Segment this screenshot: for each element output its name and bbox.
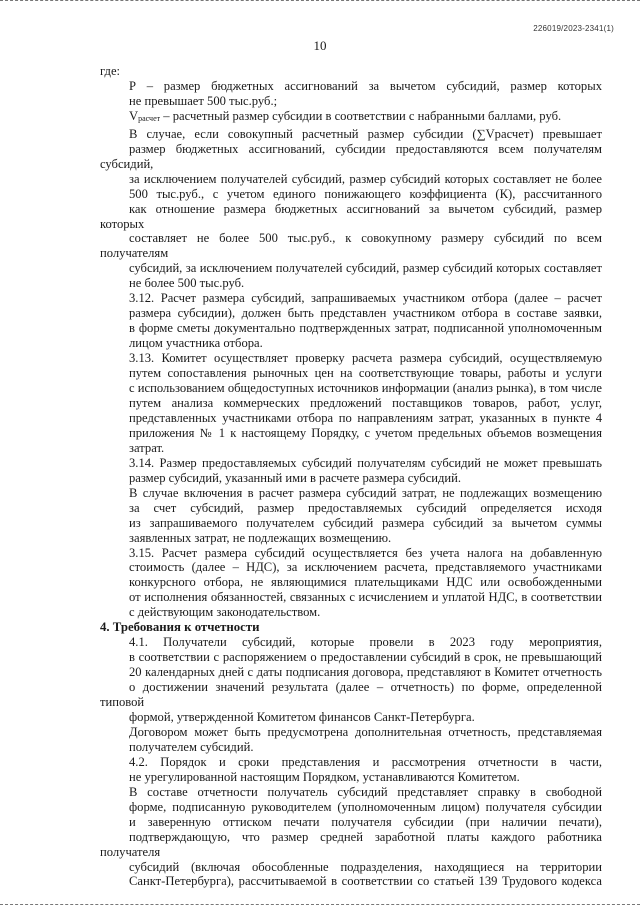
paragraph-3-14-exclusion (100, 486, 602, 546)
p-definition (100, 79, 602, 109)
paragraph-4-2-certificate (100, 785, 602, 890)
text-line: не более 500 тыс.руб. (129, 276, 245, 291)
text-line: 4.2. Порядок и сроки представления и рассмотрения отчетности в части, (129, 754, 602, 769)
text-line: конкурсного отбора, не являющимися плательщиками НДС или освобожденными (129, 575, 602, 590)
text-line: не урегулированной настоящим Порядком, устанавливаются Комитетом. (129, 769, 520, 784)
v-definition (100, 109, 602, 127)
text-line: В случае включения в расчет размера субсидий затрат, не подлежащих возмещению (129, 485, 602, 500)
paragraph-3-13 (100, 351, 602, 456)
text-line: от исполнения обязанностей, связанных с исчислением и уплатой НДС, в соответствии (129, 590, 602, 605)
text-line: размер бюджетных ассигнований, субсидии предоставляются всем получателям субсидий, (100, 141, 602, 171)
text-line: подтверждающую, что размер средней заработной платы каждого работника получателя (100, 829, 602, 859)
section-4-heading: 4. Требования к отчетности (100, 620, 260, 635)
text-line: 3.13. Комитет осуществляет проверку расчета размера субсидий, осуществляемую (129, 351, 602, 366)
text-line: размер субсидий, указанный ими в расчете размера субсидий. (129, 470, 462, 485)
text-line: с использованием общедоступных источников информации (анализ рынка), в том числе (129, 381, 602, 396)
paragraph-3-14 (100, 456, 602, 486)
text-line: заявленных затрат, не подлежащих возмещению. (129, 530, 392, 545)
text-line: затрат. (129, 440, 165, 455)
v-definition-text: – расчетный размер субсидии в соответствии с набранными баллами, руб. (160, 108, 562, 123)
paragraph-4-1-additional (100, 725, 602, 755)
text-line: путем анализа коммерческих предложений поставщиков товаров, работ, услуг, (129, 395, 602, 410)
text-line: В составе отчетности получатель субсидий представляет справку в свободной (129, 784, 602, 799)
text-line: субсидий, за исключением получателей субсидий, размер субсидий которых составляет (129, 261, 602, 276)
text-line: 3.14. Размер предоставляемых субсидий получателям субсидий не может превышать (129, 455, 602, 470)
text-line: Р – размер бюджетных ассигнований за вычетом субсидий, размер которых (129, 78, 602, 93)
text-line: о достижении значений результата (далее – отчетность) по форме, определенной типовой (100, 680, 602, 710)
text-line: формой, утвержденной Комитетом финансов Санкт-Петербурга. (129, 709, 475, 724)
paragraph-coefficient (100, 127, 602, 291)
text-line: лицом участника отбора. (129, 336, 263, 351)
bottom-scan-edge (0, 901, 640, 905)
text-line: 500 тыс.руб., с учетом единого понижающего коэффициента (К), рассчитанного (129, 186, 602, 201)
text-line: стоимость (далее – НДС), за исключением расчета, представляемого участниками (129, 560, 602, 575)
page-number: 10 (313, 38, 327, 53)
text-line: 20 календарных дней с даты подписания договора, представляют в Комитет отчетность (129, 665, 602, 680)
text-line: представленных участниками отбора по направлениям затрат, указанных в пункте 4 (129, 410, 602, 425)
text-line: с действующим законодательством. (129, 605, 321, 620)
paragraph-3-15 (100, 546, 602, 621)
text-line: приложения № 1 к настоящему Порядку, с учетом предельных объемов возмещения (129, 425, 602, 440)
text-line: и заверенную оттиском печати получателя субсидии (при наличии печати), (129, 814, 602, 829)
text-line: размера субсидии), должен быть представлен участником отбора в составе заявки, (129, 306, 602, 321)
v-subscript: расчет (138, 113, 161, 123)
text-line: форме, подписанную руководителем (уполномоченным лицом) получателя субсидии (129, 799, 602, 814)
text-line: 3.15. Расчет размера субсидий осуществляется без учета налога на добавленную (129, 545, 602, 560)
text-line: В случае, если совокупный расчетный размер субсидии (∑Vрасчет) превышает (129, 126, 602, 141)
text-line: Санкт-Петербурга), рассчитываемой в соответствии со статьей 139 Трудового кодекса (129, 874, 602, 889)
document-registration-number: 226019/2023-2341(1) (533, 24, 614, 33)
text-line: 4.1. Получатели субсидий, которые провели в 2023 году мероприятия, (129, 635, 602, 650)
top-scan-edge (0, 0, 640, 4)
text-line: в форме сметы документально подтвержденных затрат, подписанной уполномоченным (129, 321, 602, 336)
text-line: путем сопоставления рыночных цен на соответствующие товары, работы и услуги (129, 366, 602, 381)
paragraph-4-2 (100, 755, 602, 785)
text-line: как отношение размера бюджетных ассигнований за вычетом субсидий, размер которых (100, 201, 602, 231)
v-symbol: V (129, 108, 139, 123)
text-line: Договором может быть предусмотрена дополнительная отчетность, представляемая (129, 724, 602, 739)
text-line: в соответствии с распоряжением о предоставлении субсидий в срок, не превышающий (129, 650, 602, 665)
document-body (100, 64, 602, 889)
text-line: составляет не более 500 тыс.руб., к совокупному размеру субсидий по всем получателям (100, 231, 602, 261)
paragraph-3-12 (100, 291, 602, 351)
text-line: за счет субсидий, размер предоставляемых субсидий определяется исходя (129, 500, 602, 515)
where-label: где: (100, 64, 121, 78)
text-line: субсидий (включая обособленные подразделения, находящиеся на территории (129, 859, 602, 874)
text-line: 3.12. Расчет размера субсидий, запрашиваемых участником отбора (далее – расчет (129, 291, 602, 306)
text-line: не превышает 500 тыс.руб.; (129, 93, 278, 108)
paragraph-4-1 (100, 635, 602, 725)
text-line: получателем субсидий. (129, 739, 254, 754)
text-line: за исключением получателей субсидий, размер субсидий которых составляет не более (129, 171, 602, 186)
text-line: из запрашиваемого получателем субсидий размера субсидий за вычетом суммы (129, 515, 602, 530)
